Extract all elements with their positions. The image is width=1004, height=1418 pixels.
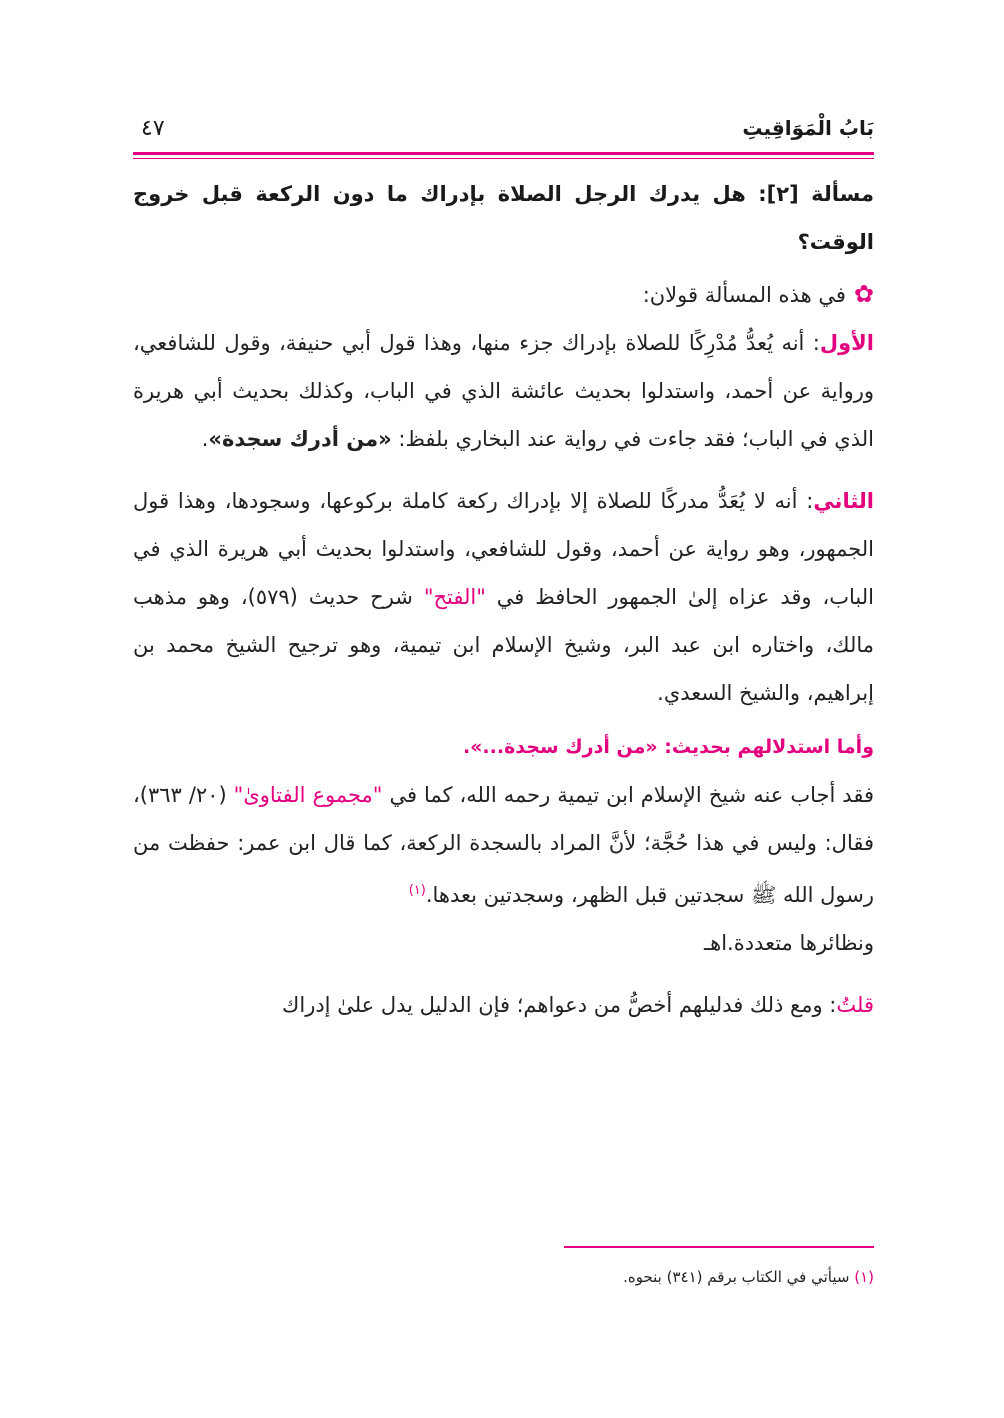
footnote-text: سيأتي في الكتاب برقم (٣٤١) بنحوه. [623,1268,855,1286]
page-number: ٤٧ [141,116,165,141]
intro-paragraph [133,270,874,319]
flower-ornament-icon: ✿ [853,280,874,308]
footnote [133,1268,874,1286]
question-paragraph [133,170,874,266]
page-header [133,112,874,152]
section-heading: وأما استدلالهم بحديث: «من أدرك سجدة...». [462,736,874,758]
running-title: بَابُ الْمَوَاقِيتِ [742,116,874,140]
second-opinion-paragraph [133,477,874,717]
answer-book: "مجموع الفتاوىٰ" [233,783,383,807]
footnote-number: (١) [854,1268,874,1286]
answer-paragraph [133,771,874,919]
question-label: مسألة [٢]: [758,182,874,206]
paragraph-gap [133,463,874,477]
second-opinion-label: الثاني [813,489,874,513]
answer-text-middle: (٢٠/ ٣٦٣)، فقال: وليس في هذا حُجَّة؛ لأنَّ المراد بالسجدة الركعة، كما قال ابن عمر: حفظت من رسول الله ﷺ سجدتين قبل الظهر، وسجدتين بعدها. [133,783,874,907]
conclusion-paragraph [133,981,874,1029]
first-opinion-end: . [201,427,209,451]
first-opinion-quote: «من أدرك سجدة» [208,427,392,451]
conclusion-text: : ومع ذلك فدليلهم أخصُّ من دعواهم؛ فإن الدليل يدل علىٰ إدراك [282,993,837,1017]
first-opinion-text: : أنه يُعدُّ مُدْرِكًا للصلاة بإدراك جزء منها، وهذا قول أبي حنيفة، وقول للشافعي، ورواية عن أحمد، واستدلوا بحديث عائشة الذي في الباب، وكذلك بحديث أبي هريرة الذي في الباب؛ فقد جاءت في رواية عند البخاري بلفظ: [133,331,874,451]
header-rule-thick [133,152,874,155]
answer-closing: ونظائرها متعددة.اهـ [703,931,874,955]
first-opinion-paragraph [133,319,874,463]
answer-text-start: فقد أجاب عنه شيخ الإسلام ابن تيمية رحمه الله، كما في [382,783,874,807]
question-text: هل يدرك الرجل الصلاة بإدراك ما دون الركعة قبل خروج الوقت؟ [133,182,874,254]
header-rule-thin [133,158,874,159]
first-opinion-label: الأول [819,331,874,355]
second-opinion-text: : أنه لا يُعَدُّ مدركًا للصلاة إلا بإدراك ركعة كاملة بركوعها، وسجودها، وهذا قول الجمهور، وهو رواية عن أحمد، وقول للشافعي، واستدلوا بحديث أبي هريرة الذي في الباب، وقد عزاه إلىٰ الجمهور الحافظ في [133,489,874,609]
conclusion-label: قلتُ [836,993,874,1017]
main-text [133,170,874,1029]
intro-text: في هذه المسألة قولان: [642,283,846,307]
second-opinion-book: "الفتح" [423,585,486,609]
second-opinion-text-end: شرح حديث (٥٧٩)، وهو مذهب مالك، واختاره ابن عبد البر، وشيخ الإسلام ابن تيمية، وهو ترجيح الشيخ محمد بن إبراهيم، والشيخ السعدي. [133,585,874,705]
footnote-rule [564,1246,874,1248]
paragraph-gap [133,967,874,981]
footnote-reference: (١) [408,883,426,898]
